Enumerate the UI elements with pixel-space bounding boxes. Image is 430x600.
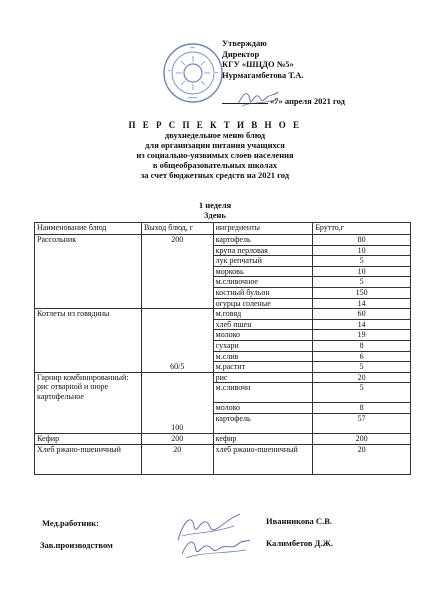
- ingredient-name: морковь: [213, 266, 313, 277]
- medic-label: Мед.работник:: [42, 518, 99, 528]
- ingredient-name: кефир: [213, 433, 313, 444]
- ingredient-gross: 80: [313, 235, 411, 246]
- approval-line-2: Директор: [222, 48, 260, 59]
- ingredient-gross: 5: [313, 362, 411, 373]
- approval-line-1: Утверждаю: [222, 38, 267, 48]
- ingredient-name: картофель: [213, 235, 313, 246]
- title-line-3: для организации питания учащихся: [145, 140, 285, 150]
- ingredient-name: молоко: [213, 403, 313, 414]
- ingredient-name: крупа перловая: [213, 245, 313, 256]
- dish-name: Котлеты из говядины: [35, 309, 142, 373]
- ingredient-name: сухари: [213, 340, 313, 351]
- ingredient-name: м.сливочн: [213, 383, 313, 403]
- header-ingredients: ингредиенты: [213, 223, 313, 235]
- ingredient-gross: 10: [313, 266, 411, 277]
- approval-line-3: КГУ «ШЦДО №5»: [222, 59, 294, 69]
- medic-name: Иванникова С.В.: [266, 516, 332, 526]
- title-line-4: из социально-уязвимых слоев населения: [136, 150, 294, 160]
- ingredient-name: м.говяд: [213, 309, 313, 320]
- header-gross: Брутто,г: [313, 223, 411, 235]
- ingredient-name: картофель: [213, 413, 313, 433]
- table-row: [35, 309, 411, 320]
- ingredient-name: хлеб ржано-пшеничный: [213, 444, 313, 474]
- ingredient-name: костный бульон: [213, 287, 313, 298]
- approval-date: «7» апреля 2021 год: [270, 96, 345, 106]
- table-row: [35, 235, 411, 246]
- table-row: [35, 433, 411, 444]
- title-line-2: двухнедельное меню блюд: [164, 130, 266, 140]
- manager-label: Зав.производством: [40, 540, 113, 550]
- dish-name: Хлеб ржано-пшеничный: [35, 444, 142, 474]
- ingredient-gross: 57: [313, 413, 411, 433]
- table-header-row: [35, 223, 411, 235]
- header-dish-name: Наименование блюд: [35, 223, 142, 235]
- title-heading: П Е Р С П Е К Т И В Н О Е: [128, 120, 302, 130]
- ingredient-name: огурцы соленые: [213, 298, 313, 309]
- table-row: [35, 372, 411, 383]
- dish-name: Гарнир комбинированный: рис отварной и пюре картофельное: [35, 372, 142, 433]
- ingredient-name: м.слив: [213, 351, 313, 362]
- ingredient-name: хлеб пшен: [213, 319, 313, 330]
- table-row: [35, 444, 411, 474]
- ingredient-gross: 8: [313, 403, 411, 414]
- manager-name: Калимбетов Д.Ж.: [266, 538, 334, 548]
- approval-block: [222, 38, 345, 106]
- week-label: 1 неделя: [198, 200, 232, 210]
- ingredient-gross: 5: [313, 256, 411, 267]
- day-label: 3день: [204, 210, 226, 220]
- ingredient-gross: 20: [313, 444, 411, 474]
- ingredient-name: м.сливочное: [213, 277, 313, 288]
- ingredient-gross: 14: [313, 298, 411, 309]
- ingredient-name: лук репчатый: [213, 256, 313, 267]
- title-line-5: в общеобразовательных школах: [152, 160, 278, 170]
- ingredient-gross: 5: [313, 277, 411, 288]
- document-title: [0, 120, 430, 180]
- dish-yield: 60/5: [141, 309, 213, 373]
- dish-name: Рассольник: [35, 235, 142, 309]
- ingredient-gross: 14: [313, 319, 411, 330]
- ingredient-name: молоко: [213, 330, 313, 341]
- header-yield: Выход блюд, г: [141, 223, 213, 235]
- title-line-6: за счет бюджетных средств на 2021 год: [140, 170, 290, 180]
- ingredient-gross: 5: [313, 383, 411, 403]
- dish-name: Кефир: [35, 433, 142, 444]
- ingredient-gross: 19: [313, 330, 411, 341]
- ingredient-name: рис: [213, 372, 313, 383]
- approval-line-4: Нурмагамбетова Т.А.: [222, 69, 304, 80]
- dish-yield: 200: [141, 235, 213, 309]
- week-day-label: [0, 200, 430, 220]
- dish-yield: 20: [141, 444, 213, 474]
- ingredient-name: м.растит: [213, 362, 313, 373]
- ingredient-gross: 60: [313, 309, 411, 320]
- director-signature: [236, 86, 280, 110]
- ingredient-gross: 8: [313, 340, 411, 351]
- ingredient-gross: 6: [313, 351, 411, 362]
- dish-yield: 200: [141, 433, 213, 444]
- official-seal: [162, 42, 224, 104]
- ingredient-gross: 20: [313, 372, 411, 383]
- ingredient-gross: 150: [313, 287, 411, 298]
- manager-signature: [180, 532, 252, 562]
- ingredient-gross: 200: [313, 433, 411, 444]
- ingredient-gross: 10: [313, 245, 411, 256]
- dish-yield: 100: [141, 372, 213, 433]
- menu-table: [34, 222, 411, 475]
